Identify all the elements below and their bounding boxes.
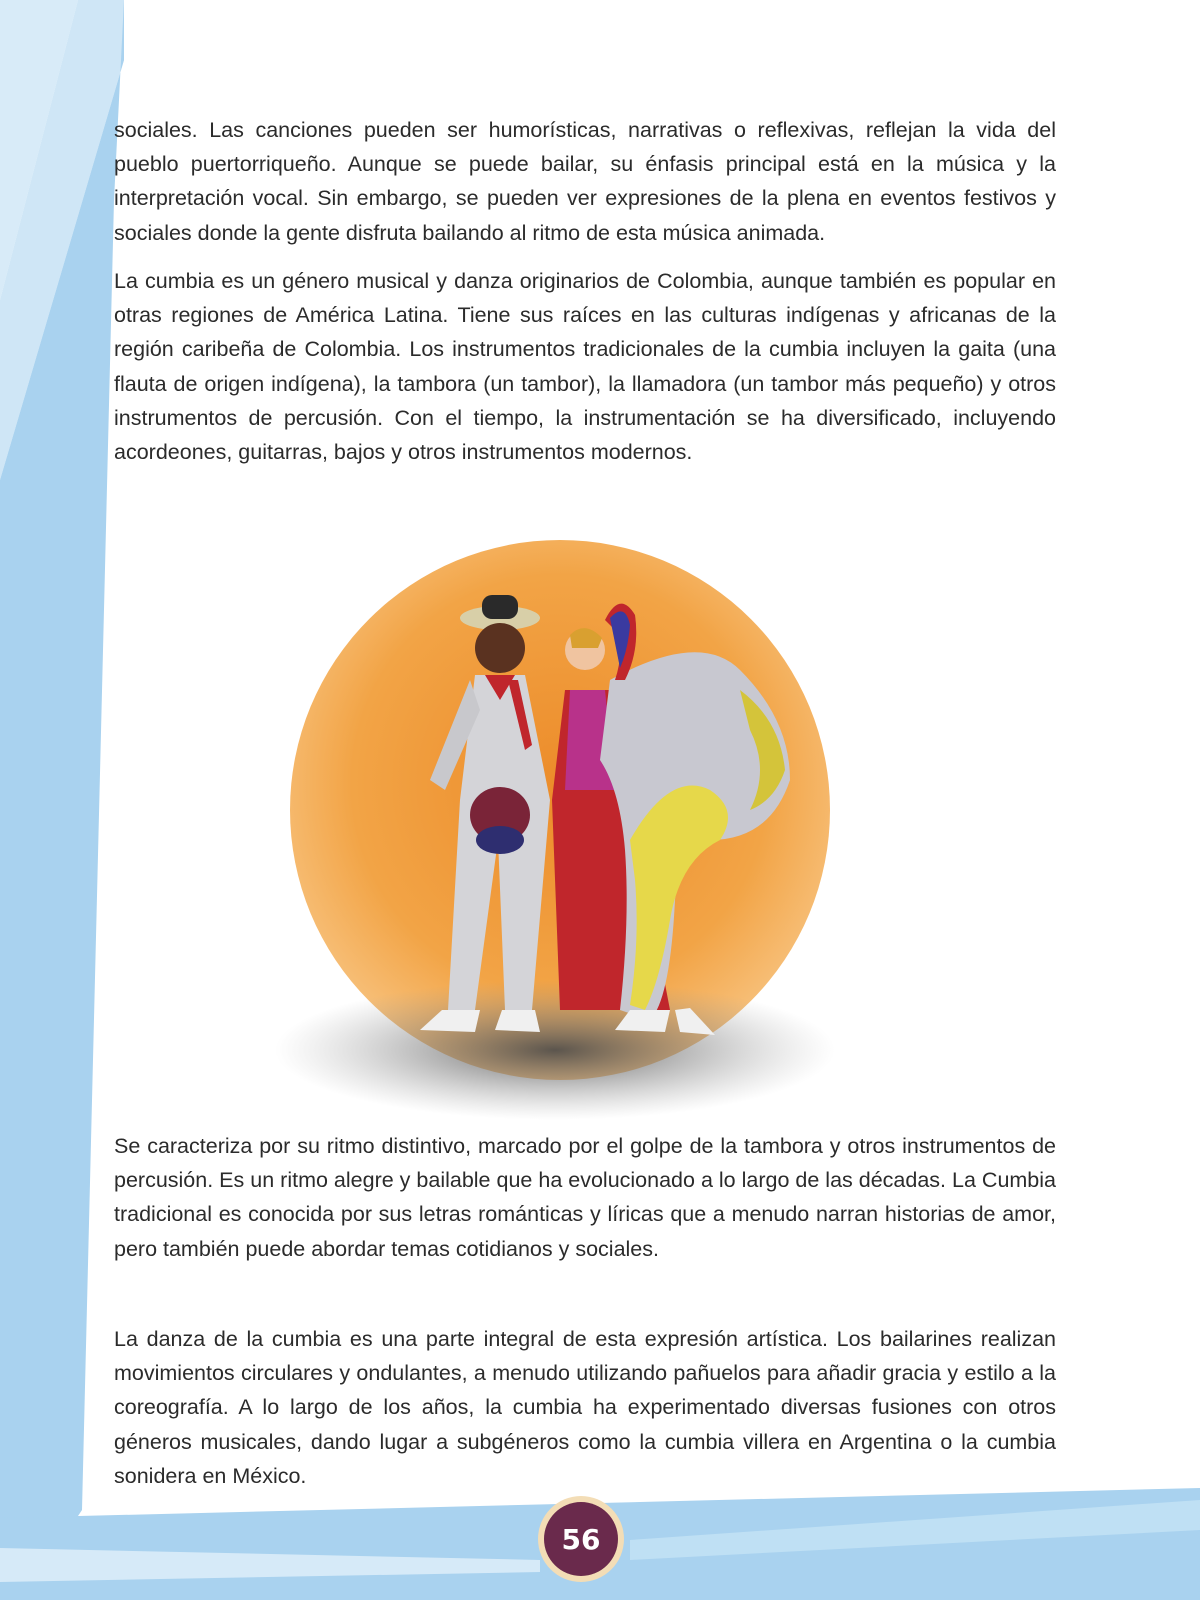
- cumbia-dancers-illustration: [270, 540, 850, 1130]
- page-number-badge: [538, 1496, 624, 1582]
- paragraph-cumbia-rhythm: Se caracteriza por su ritmo distintivo, marcado por el golpe de la tambora y otros instrumentos de percusión. Es un ritmo alegre y bailable que ha evolucionado a lo largo de las décadas. La Cumbia tradicional es conocida por sus letras románticas y líricas que a menudo narran historias de amor, pero también puede abordar temas cotidianos y sociales.: [114, 1134, 1056, 1261]
- paragraph-cumbia-dance: La danza de la cumbia es una parte integral de esta expresión artística. Los bailarines realizan movimientos circulares y ondulantes, a menudo utilizando pañuelos para añadir gracia y estilo a la coreografía. A lo largo de los años, la cumbia ha experimentado diversas fusiones con otros géneros musicales, dando lugar a subgéneros como la cumbia villera en Argentina o la cumbia sonidera en México.: [114, 1327, 1056, 1488]
- paragraph-plena-continuation: sociales. Las canciones pueden ser humorísticas, narrativas o reflexivas, reflejan la vida del pueblo puertorriqueño. Aunque se puede bailar, su énfasis principal está en la música y la interpretación vocal. Sin embargo, se pueden ver expresiones de la plena en eventos festivos y sociales donde la gente disfruta bailando al ritmo de esta música animada.: [114, 118, 1056, 245]
- ground-shadow: [275, 980, 835, 1120]
- paragraph-cumbia-origins: La cumbia es un género musical y danza originarios de Colombia, aunque también es popular en otras regiones de América Latina. Tiene sus raíces en las culturas indígenas y africanas de la región caribeña de Colombia. Los instrumentos tradicionales de la cumbia incluyen la gaita (una flauta de origen indígena), la tambora (un tambor), la llamadora (un tambor más pequeño) y otros instrumentos de percusión. Con el tiempo, la instrumentación se ha diversificado, incluyendo acordeones, guitarras, bajos y otros instrumentos modernos.: [114, 269, 1056, 465]
- page-number: 56: [544, 1502, 618, 1576]
